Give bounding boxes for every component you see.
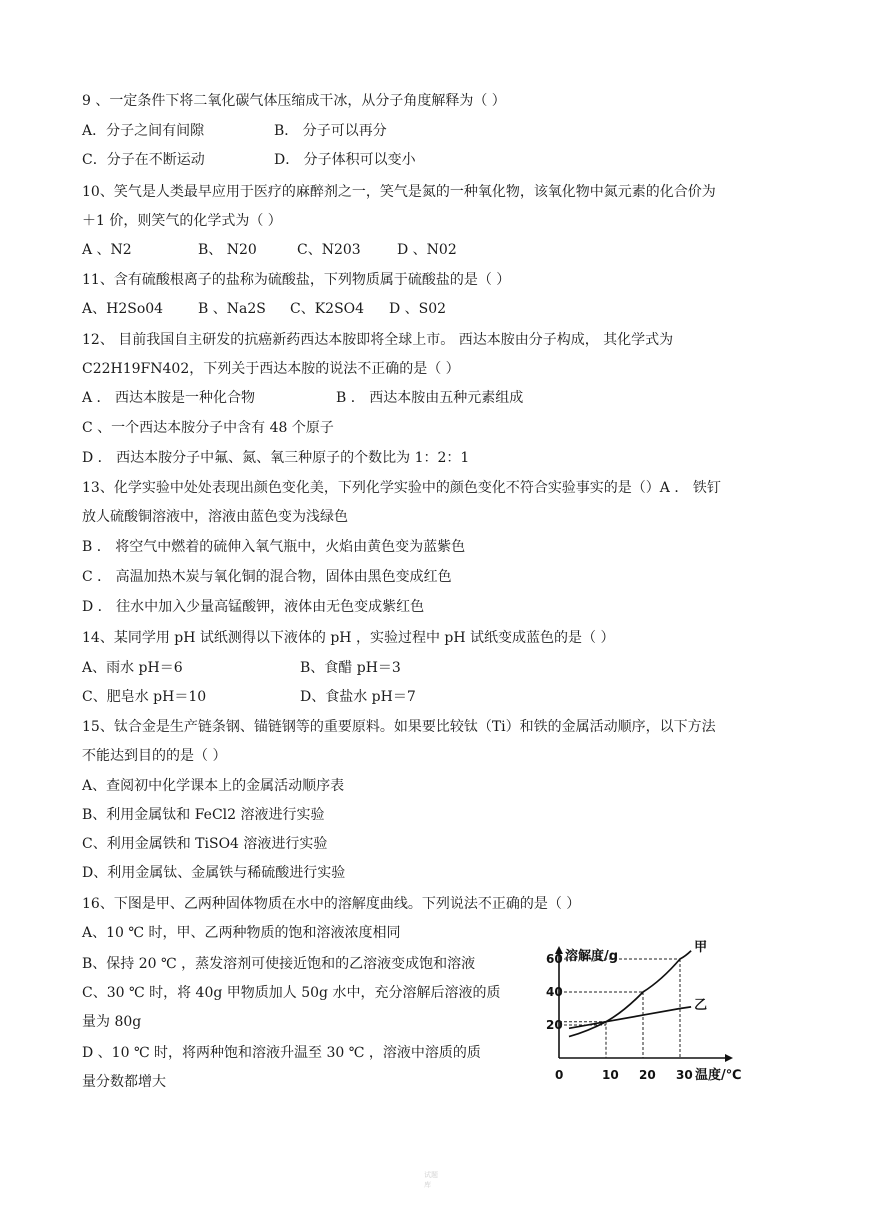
answer-option: D 、N02 [397, 242, 457, 258]
series-label-jia: 甲 [694, 940, 708, 956]
question-16-stem: 16、下图是甲、乙两种固体物质在水中的溶解度曲线。下列说法不正确的是（ ） [82, 896, 581, 912]
answer-option: C、K2SO4 [290, 301, 365, 317]
x-axis-arrow [725, 1054, 733, 1062]
answer-option: C、N203 [297, 242, 361, 258]
y-tick-label: 40 [546, 985, 563, 999]
answer-option: A、查阅初中化学课本上的金属活动顺序表 [82, 778, 345, 794]
answer-option: D、食盐水 pH＝7 [300, 689, 416, 705]
question-12-stem: C22H19FN402，下列关于西达本胺的说法不正确的是（ ） [82, 361, 460, 377]
answer-option: D 、S02 [389, 301, 447, 317]
series-yi-line [569, 1007, 691, 1028]
answer-option: D、利用金属钛、金属铁与稀硫酸进行实验 [82, 865, 346, 881]
y-tick-label: 20 [546, 1018, 563, 1032]
answer-option: C．分子在不断运动 [82, 152, 205, 168]
answer-option: D ． 往水中加入少量高锰酸钾，液体由无色变成紫红色 [82, 599, 425, 615]
answer-option: A 、N2 [82, 242, 132, 258]
answer-option: C 、一个西达本胺分子中含有 48 个原子 [82, 420, 334, 436]
answer-option: A、雨水 pH＝6 [82, 660, 183, 676]
question-14-stem: 14、某同学用 pH 试纸测得以下液体的 pH ，实验过程中 pH 试纸变成蓝色的是（ ） [82, 630, 615, 646]
y-tick-label: 60 [546, 952, 563, 966]
answer-option: B ． 将空气中燃着的硫伸入氧气瓶中，火焰由黄色变为蓝紫色 [82, 539, 466, 555]
x-tick-label: 10 [602, 1068, 619, 1082]
answer-option: B、利用金属钛和 FeCl2 溶液进行实验 [82, 807, 325, 823]
answer-option: C ． 高温加热木炭与氧化铜的混合物，固体由黑色变成红色 [82, 569, 452, 585]
answer-option: 量为 80g [82, 1014, 142, 1030]
answer-option: D 、10 ℃ 时，将两种饱和溶液升温至 30 ℃ ，溶液中溶质的质 [82, 1045, 481, 1061]
x-axis-label: 温度/℃ [695, 1068, 742, 1083]
question-13-stem: 13、化学实验中处处表现出颜色变化美，下列化学实验中的颜色变化不符合实验事实的是（）A ． 铁钉 [82, 480, 721, 496]
question-15-stem: 15、钛合金是生产链条钢、锚链钢等的重要原料。如果要比较钛（Ti）和铁的金属活动顺序，以下方法 [82, 719, 716, 735]
x-tick-label: 0 [555, 1068, 564, 1082]
answer-option: B、食醋 pH＝3 [300, 660, 401, 676]
answer-option: D ． 西达本胺分子中氟、氮、氧三种原子的个数比为 1：2：1 [82, 450, 470, 466]
answer-option: B． 分子可以再分 [274, 123, 387, 139]
series-label-yi: 乙 [694, 997, 708, 1013]
answer-option: C、肥皂水 pH＝10 [82, 689, 207, 705]
question-12-stem: 12、 目前我国自主研发的抗癌新药西达本胺即将全球上市。 西达本胺由分子构成， 其化学式为 [82, 332, 674, 348]
solubility-curve-figure [545, 938, 765, 1083]
answer-option: A、H2So04 [82, 301, 164, 317]
question-9-stem: 9 、一定条件下将二氧化碳气体压缩成干冰，从分子角度解释为（ ） [82, 93, 506, 109]
answer-option: A．分子之间有间隙 [82, 123, 205, 139]
x-tick-label: 30 [676, 1068, 693, 1082]
answer-option: A、10 ℃ 时，甲、乙两种物质的饱和溶液浓度相同 [82, 925, 401, 941]
solubility-chart [545, 938, 765, 1083]
answer-option: B、保持 20 ℃ ，蒸发溶剂可使接近饱和的乙溶液变成饱和溶液 [82, 956, 476, 972]
footer-watermark: 试题库 [424, 1171, 438, 1189]
answer-option: D． 分子体积可以变小 [274, 152, 416, 168]
answer-option: A ． 西达本胺是一种化合物 [82, 390, 256, 406]
question-11-stem: 11、含有硫酸根离子的盐称为硫酸盐，下列物质属于硫酸盐的是（ ） [82, 272, 511, 288]
answer-option: B ． 西达本胺由五种元素组成 [336, 390, 524, 406]
answer-option: C、30 ℃ 时，将 40g 甲物质加人 50g 水中，充分溶解后溶液的质 [82, 985, 501, 1001]
answer-option: B、 N20 [198, 242, 257, 258]
x-tick-label: 20 [639, 1068, 656, 1082]
question-10-stem: 10、笑气是人类最早应用于医疗的麻醉剂之一，笑气是氮的一种氧化物，该氧化物中氮元素的化合价为 [82, 184, 716, 200]
question-13-stem: 放人硫酸铜溶液中，溶液由蓝色变为浅绿色 [82, 509, 348, 525]
y-axis-label: 溶解度/g [565, 949, 619, 964]
answer-option: C、利用金属铁和 TiSO4 溶液进行实验 [82, 836, 328, 852]
answer-option: 量分数都增大 [82, 1074, 166, 1090]
question-10-stem: ＋1 价，则笑气的化学式为（ ） [82, 213, 282, 229]
question-15-stem: 不能达到目的的是（ ） [82, 748, 227, 764]
answer-option: B 、Na2S [198, 301, 266, 317]
